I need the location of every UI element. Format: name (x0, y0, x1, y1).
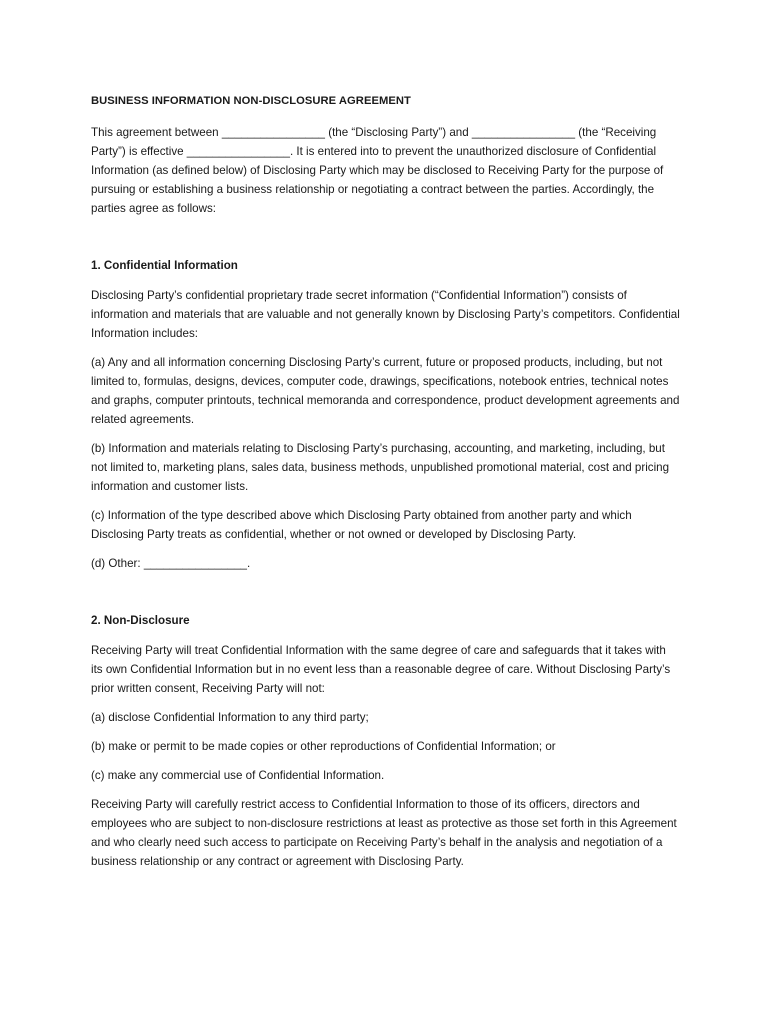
section-2-item-b: (b) make or permit to be made copies or other reproductions of Confidential Information; or (91, 740, 556, 753)
section-1-item-d: (d) Other: ________________. (91, 557, 251, 570)
section-2-item-a: (a) disclose Confidential Information to any third party; (91, 711, 369, 724)
agreement-intro: This agreement between ________________ (the “Disclosing Party”) and ________________ (the “Receiving Party”) is effective ________________. It is entered into to prevent the unauthorized disclosure of Confidential Information (as defined below) of Disclosing Party which may be disclosed to Receiving Party for the purpose of pursuing or establishing a business relationship or negotiating a contract between the parties. Accordingly, the parties agree as follows: (91, 126, 664, 215)
section-2-item-c: (c) make any commercial use of Confidential Information. (91, 769, 385, 782)
section-1-item-a: (a) Any and all information concerning Disclosing Party’s current, future or proposed products, including, but not limited to, formulas, designs, devices, computer code, drawings, specifications, notebook entries, technical notes and graphs, computer printouts, technical memoranda and correspondence, product development agreements and related agreements. (91, 356, 680, 426)
section-2-closing: Receiving Party will carefully restrict access to Confidential Information to those of its officers, directors and employees who are subject to non-disclosure restrictions at least as protective as those set forth in this Agreement and who clearly need such access to participate on Receiving Party’s behalf in the analysis and negotiation of a business relationship or any contract or agreement with Disclosing Party. (91, 798, 677, 868)
document-title: BUSINESS INFORMATION NON-DISCLOSURE AGREEMENT (91, 95, 411, 107)
section-1-heading: 1. Confidential Information (91, 259, 238, 272)
section-1-item-b: (b) Information and materials relating to Disclosing Party’s purchasing, accounting, and marketing, including, but not limited to, marketing plans, sales data, business methods, unpublished promotional material, cost and pricing information and customer lists. (91, 442, 670, 493)
section-2-heading: 2. Non-Disclosure (91, 614, 190, 627)
section-1-item-c: (c) Information of the type described above which Disclosing Party obtained from another party and which Disclosing Party treats as confidential, whether or not owned or developed by Disclosing Party. (91, 509, 632, 541)
section-2-intro: Receiving Party will treat Confidential Information with the same degree of care and safeguards that it takes with its own Confidential Information but in no event less than a reasonable degree of care. Without Disclosing Party’s prior written consent, Receiving Party will not: (91, 644, 671, 695)
section-1-intro: Disclosing Party’s confidential proprietary trade secret information (“Confidential Information”) consists of information and materials that are valuable and not generally known by Disclosing Party’s competitors. Confidential Information includes: (91, 289, 680, 340)
